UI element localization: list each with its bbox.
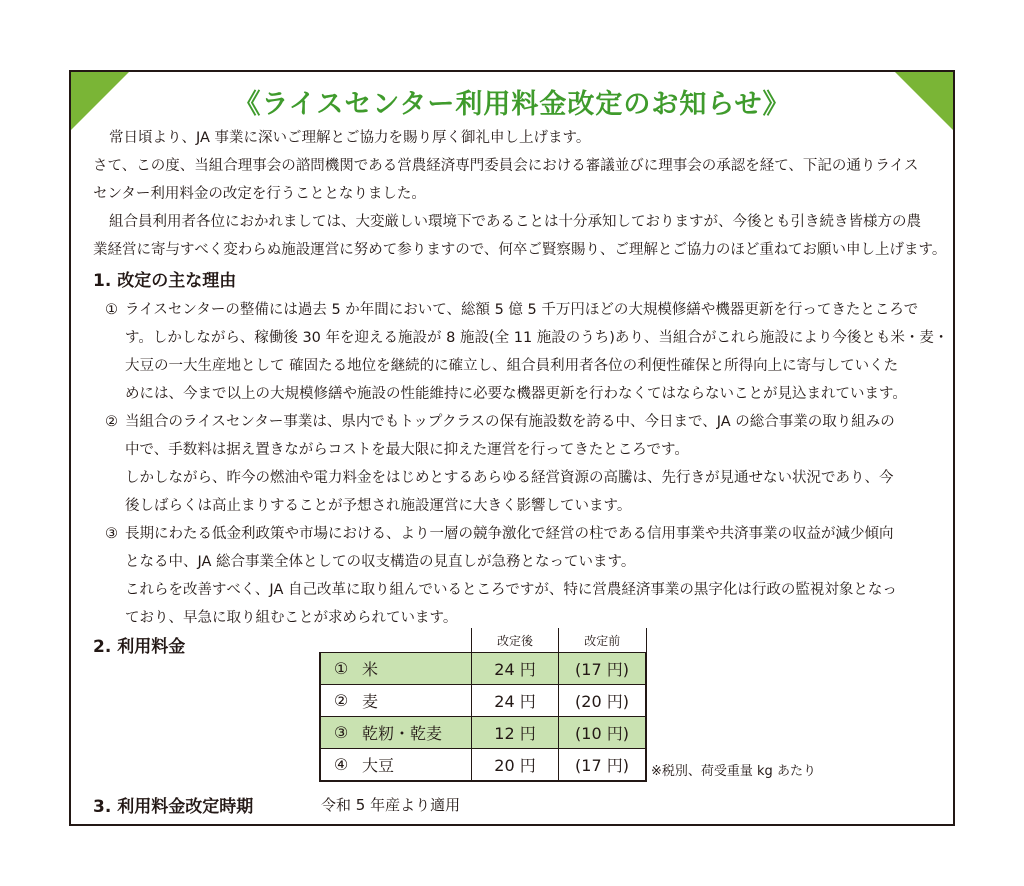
fee-column-after: 改定後 [472,628,559,653]
fee-row-item: 米 [361,653,472,685]
fee-row-number: ④ [320,749,361,782]
reason-text: しかしながら、昨今の燃油や電力料金をはじめとするあらゆる経営資源の高騰は、先行きが見通せない状況であり、今 [125,470,894,486]
fee-row-before: (10 円) [559,717,647,749]
fee-header-blank [320,628,472,653]
fee-row [320,717,646,749]
fee-row [320,749,646,782]
reason-text: これらを改善すべく、JA 自己改革に取り組んでいるところですが、特に営農経済事業の黒字化は行政の監視対象となっ [125,582,897,598]
notice-title: 《ライスセンター利用料金改定のお知らせ》 [233,89,791,120]
reason-text: す。しかしながら、稼働後 30 年を迎える施設が 8 施設(全 11 施設のうち)あり、当組合がこれら施設により今後とも米・麦・ [125,330,949,346]
intro-line: 組合員利用者各位におかれましては、大変厳しい環境下であることは十分承知しておりますが、今後とも引き続き皆様方の農 [109,214,921,230]
fee-column-before: 改定前 [559,628,647,653]
fee-row-before: (20 円) [559,685,647,717]
reason-text: となる中、JA 総合事業全体としての収支構造の見直しが急務となっています。 [125,554,636,570]
fee-row-number: ① [320,653,361,685]
fee-row-after: 20 円 [472,749,559,782]
fee-row-item: 乾籾・乾麦 [361,717,472,749]
reason-text: 中で、手数料は据え置きながらコストを最大限に抑えた運営を行ってきたところです。 [125,442,689,458]
section3-heading: 3. 利用料金改定時期 [93,797,254,817]
fee-row-before: (17 円) [559,653,647,685]
notice-frame [69,70,955,826]
fee-table [319,628,647,782]
reason-text: めには、今まで以上の大規模修繕や施設の性能維持に必要な機器更新を行わなくてはならないことが見込まれています。 [125,386,907,402]
reason-number: ① [105,302,118,318]
fee-row-after: 24 円 [472,685,559,717]
reason-item [93,296,949,408]
intro-line: さて、この度、当組合理事会の諮問機関である営農経済専門委員会における審議並びに理事会の承認を経て、下記の通りライス [93,158,919,174]
reason-number: ② [105,414,118,430]
fee-table-header [320,628,646,653]
fee-row-after: 24 円 [472,653,559,685]
fee-note: ※税別、荷受重量 kg あたり [651,764,816,779]
fee-row-number: ③ [320,717,361,749]
fee-row [320,685,646,717]
reason-number: ③ [105,526,118,542]
section2-heading: 2. 利用料金 [93,637,186,657]
intro-line: センター利用料金の改定を行うこととなりました。 [93,186,426,202]
fee-row-item: 麦 [361,685,472,717]
reason-text: 長期にわたる低金利政策や市場における、より一層の競争激化で経営の柱である信用事業や共済事業の収益が減少傾向 [125,526,894,542]
reason-item [93,520,938,632]
fee-row-number: ② [320,685,361,717]
notice-body [93,124,949,632]
section1-heading: 1. 改定の主な理由 [93,271,237,291]
fee-row-after: 12 円 [472,717,559,749]
intro-line: 常日頃より、JA 事業に深いご理解とご協力を賜り厚く御礼申し上げます。 [109,130,591,146]
reason-text: 後しばらくは高止まりすることが予想され施設運営に大きく影響しています。 [125,498,632,514]
reason-text: 大豆の一大生産地として 確固たる地位を継続的に確立し、組合員利用者各位の利便性確保と所得向上に寄与していくた [125,358,899,374]
section3-value: 令和 5 年産より適用 [321,796,461,814]
reason-text: 当組合のライスセンター事業は、県内でもトップクラスの保有施設数を誇る中、今日まで、JA の総合事業の取り組みの [125,414,895,430]
reason-text: ており、早急に取り組むことが求められています。 [125,610,458,626]
intro-line: 業経営に寄与すべく変わらぬ施設運営に努めて参りますので、何卒ご賢察賜り、ご理解とご協力のほど重ねてお願い申し上げます。 [93,242,947,258]
fee-row [320,653,646,685]
reason-text: ライスセンターの整備には過去 5 か年間において、総額 5 億 5 千万円ほどの大規模修繕や機器更新を行ってきたところで [125,302,919,318]
fee-row-before: (17 円) [559,749,647,782]
reason-item [93,408,938,520]
fee-row-item: 大豆 [361,749,472,782]
